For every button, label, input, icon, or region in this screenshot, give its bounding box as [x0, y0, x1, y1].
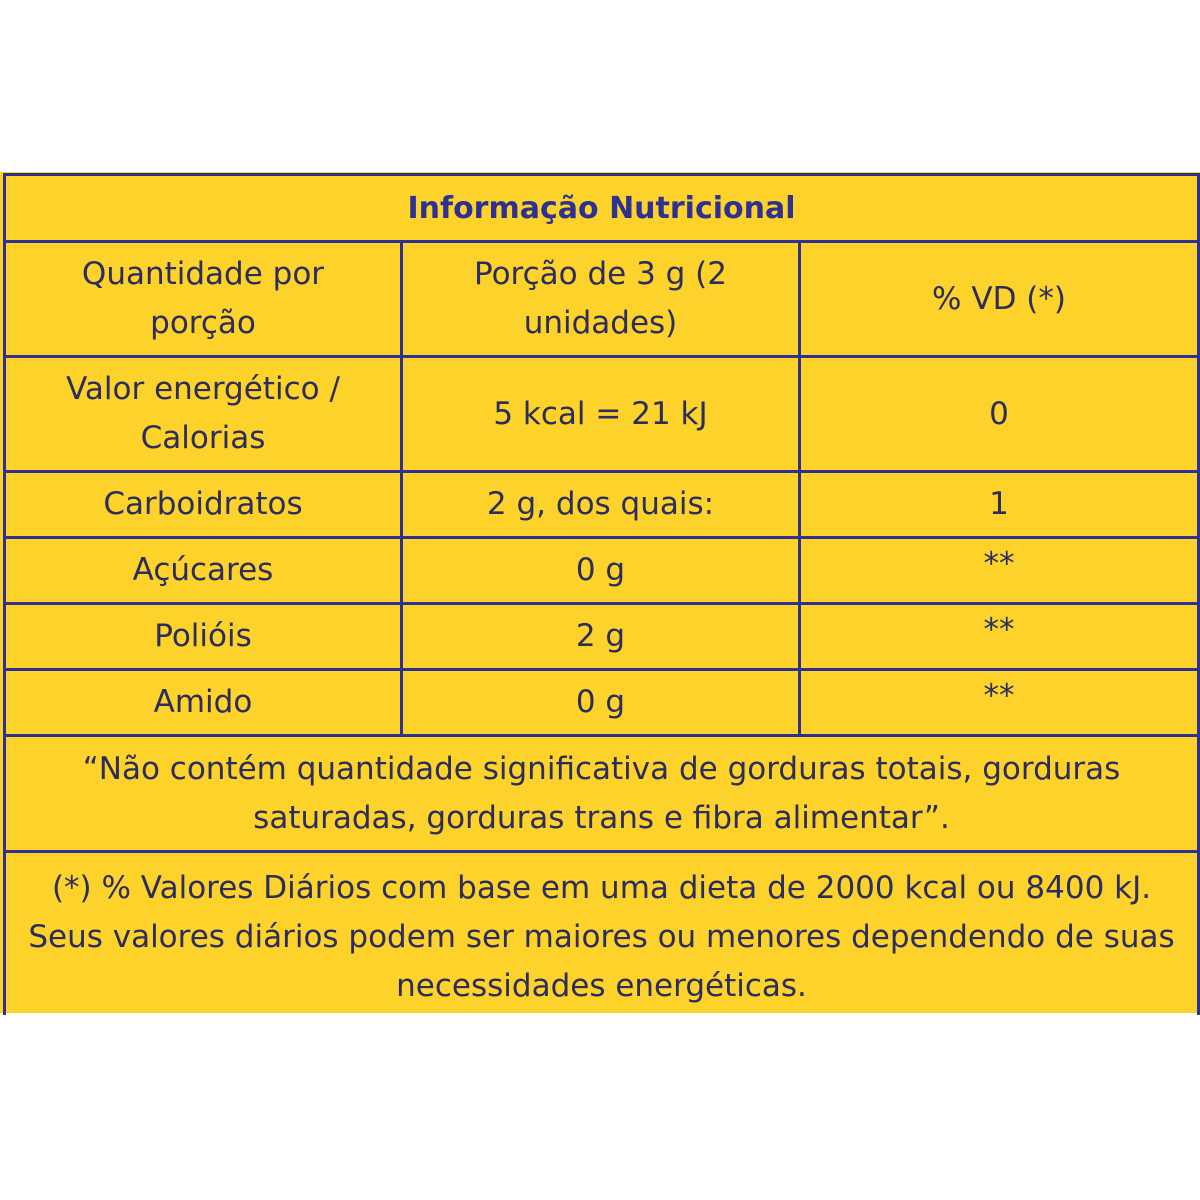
- row-vd: **: [800, 670, 1199, 736]
- header-vd: % VD (*): [800, 242, 1199, 357]
- table-row: [5, 357, 1199, 472]
- footnote: (*) % Valores Diários com base em uma dieta de 2000 kcal ou 8400 kJ. Seus valores diários podem ser maiores ou menores dependendo de suas necessidades energéticas.: [5, 852, 1199, 1015]
- table-row: [5, 604, 1199, 670]
- table-title-row: [5, 175, 1199, 242]
- table-row: [5, 472, 1199, 538]
- table-row: [5, 538, 1199, 604]
- row-amount: 0 g: [402, 670, 800, 736]
- table-header-row: [5, 242, 1199, 357]
- nutrition-note: “Não contém quantidade significativa de gorduras totais, gorduras saturadas, gorduras trans e fibra alimentar”.: [5, 736, 1199, 852]
- table-title: Informação Nutricional: [5, 175, 1199, 242]
- row-amount: 2 g: [402, 604, 800, 670]
- row-vd: 0: [800, 357, 1199, 472]
- row-vd: **: [800, 604, 1199, 670]
- row-amount: 0 g: [402, 538, 800, 604]
- header-portion: Porção de 3 g (2 unidades): [402, 242, 800, 357]
- table-row: [5, 670, 1199, 736]
- row-name: Polióis: [5, 604, 402, 670]
- row-name: Carboidratos: [5, 472, 402, 538]
- row-vd: 1: [800, 472, 1199, 538]
- row-name: Amido: [5, 670, 402, 736]
- table-footnote-row: [5, 852, 1199, 1015]
- table-note-row: [5, 736, 1199, 852]
- nutrition-table: [3, 173, 1200, 1015]
- row-vd: **: [800, 538, 1199, 604]
- row-amount: 2 g, dos quais:: [402, 472, 800, 538]
- row-name: Açúcares: [5, 538, 402, 604]
- row-name: Valor energético / Calorias: [5, 357, 402, 472]
- header-quantity: Quantidade por porção: [5, 242, 402, 357]
- row-amount: 5 kcal = 21 kJ: [402, 357, 800, 472]
